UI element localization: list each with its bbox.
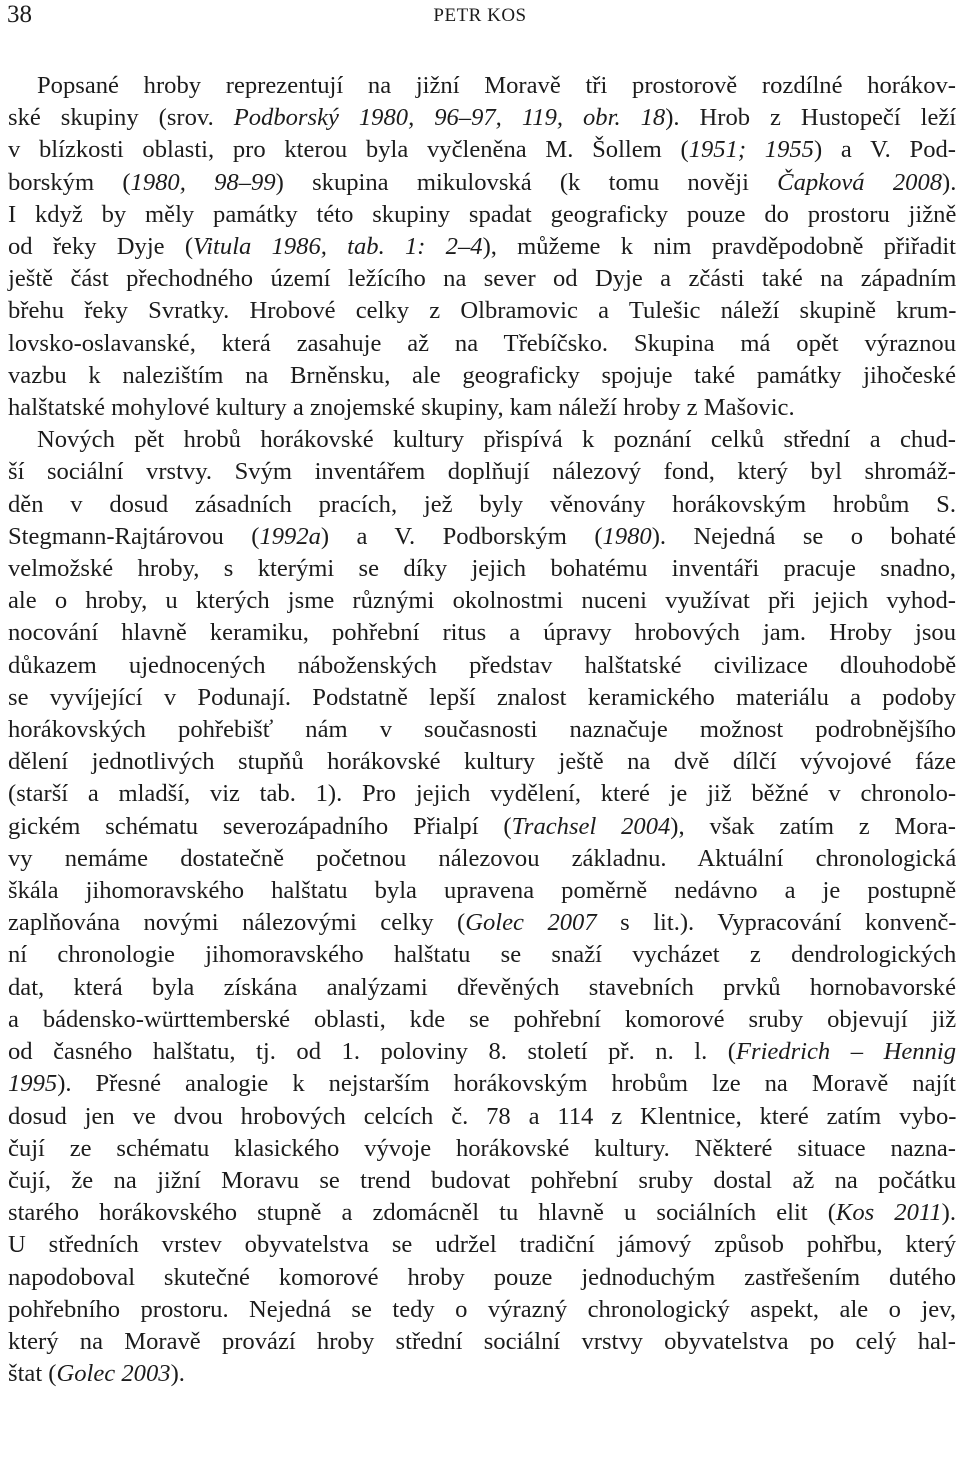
- citation-italic: 1992a: [259, 522, 321, 550]
- text-run: Nových pět hrobů horákovské kultury přispívá k poznání celků střední a chud-: [37, 426, 956, 454]
- text-run: ). Přesné analogie k nejstarším horákovským hrobům lze na Moravě najít: [57, 1070, 956, 1098]
- text-run: pohřebního prostoru. Nejedná se tedy o výrazný chronologický aspekt, ale o jev,: [8, 1295, 956, 1323]
- text-line: [8, 746, 956, 778]
- text-run: vazbu k nalezištím na Brněnsku, ale geograficky spojuje také památky jihočeské: [8, 361, 956, 389]
- text-run: důkazem ujednocených náboženských představ halštatské civilizace dlouhodobě: [8, 651, 957, 679]
- text-line: [8, 1229, 956, 1261]
- text-run: napodoboval skutečné komorové hroby pouze jednoduchým zastřešením dutého: [8, 1263, 956, 1291]
- text-line: [8, 907, 956, 939]
- citation-italic: Trachsel 2004: [511, 812, 671, 840]
- text-line: [8, 263, 956, 295]
- text-line: [8, 843, 956, 875]
- text-run: (starší a mladší, viz tab. 1). Pro jejich vydělení, které je již běžné v chronolo-: [8, 780, 957, 808]
- text-run: gickém schématu severozápadního Přialpí (: [8, 812, 512, 840]
- text-line: [8, 392, 956, 424]
- text-run: ské skupiny (srov.: [8, 104, 234, 132]
- text-run: ), můžeme k nim pravděpodobně přiřadit: [482, 233, 956, 261]
- text-line: [8, 617, 956, 649]
- text-run: starého horákovského stupně a zdomácněl tu hlavně u sociálních elit (: [8, 1199, 836, 1227]
- body-text: [8, 70, 956, 1390]
- text-run: od řeky Dyje (: [8, 233, 194, 261]
- text-run: I když by měly památky této skupiny spadat geograficky pouze do prostoru jižně: [8, 200, 957, 228]
- text-line: [8, 424, 956, 456]
- text-line: [8, 1197, 956, 1229]
- text-run: ) skupina mikulovská (k tomu nověji: [275, 168, 778, 196]
- text-run: ) a V. Pod-: [813, 136, 956, 164]
- text-line: [8, 650, 956, 682]
- text-run: dat, která byla získána analýzami dřevěných stavebních prvků hornobavorské: [8, 973, 956, 1001]
- citation-italic: Podborský 1980, 96–97, 119, obr. 18: [233, 104, 666, 132]
- text-run: Popsané hroby reprezentují na jižní Moravě tři prostorově rozdílné horákov-: [37, 72, 956, 99]
- text-run: děn v dosud zásadních pracích, jež byly věnovány horákovským hrobům S.: [8, 490, 956, 518]
- citation-italic: Golec 2003: [56, 1360, 171, 1388]
- text-line: [8, 682, 956, 714]
- text-run: ale o hroby, u kterých jsme různými okolnostmi nuceni využívat při jejich vyhod-: [8, 587, 956, 615]
- text-run: ještě část přechodného území ležícího na sever od Dyje a zčásti také na západním: [8, 265, 957, 293]
- citation-italic: Golec 2007: [465, 909, 597, 937]
- text-run: horákovských pohřebišť nám v současnosti naznačuje možnost podrobnějšího: [8, 716, 956, 744]
- text-run: škála jihomoravského halštatu byla upravena poměrně nedávno a je postupně: [8, 877, 957, 905]
- text-run: ší sociální vrstvy. Svým inventářem doplňují nálezový fond, který byl shromáž-: [8, 458, 956, 486]
- text-line: [8, 1068, 956, 1100]
- text-line: [8, 1133, 956, 1165]
- text-run: v blízkosti oblasti, pro kterou byla vyčleněna M. Šollem (: [8, 136, 689, 164]
- text-run: s lit.). Vypracování konvenč-: [596, 909, 957, 937]
- text-line: [8, 70, 956, 102]
- text-run: dělení jednotlivých stupňů horákovské kultury ještě na dvě dílčí vývojové fáze: [8, 748, 956, 776]
- text-run: U středních vrstev obyvatelstva se udržel tradiční jámový způsob pohřbu, který: [8, 1231, 956, 1259]
- text-run: ) a V. Podborským (: [320, 522, 603, 550]
- text-run: ), však zatím z Mora-: [670, 812, 956, 840]
- text-run: čují, že na jižní Moravu se trend budovat pohřební sruby dostal až na počátku: [8, 1166, 956, 1194]
- running-head: PETR KOS: [433, 5, 527, 26]
- text-line: [8, 778, 956, 810]
- text-line: [8, 553, 956, 585]
- citation-italic: Vitula 1986, tab. 1: 2–4: [193, 233, 483, 261]
- text-run: zaplňována novými nálezovými celky (: [8, 909, 466, 937]
- text-line: [8, 1165, 956, 1197]
- citation-italic: Čapková 2008: [777, 168, 943, 196]
- text-run: a bádensko-württemberské oblasti, kde se pohřební komorové sruby objevují již: [8, 1005, 957, 1033]
- text-line: [8, 134, 956, 166]
- paragraph: [8, 424, 956, 1390]
- text-line: [8, 456, 956, 488]
- text-run: který na Moravě provází hroby střední sociální vrstvy obyvatelstva po celý hal-: [8, 1327, 956, 1355]
- text-run: ).: [941, 1199, 956, 1227]
- text-run: břehu řeky Svratky. Hrobové celky z Olbramovic a Tulešic náleží skupině krum-: [8, 297, 957, 325]
- text-line: [8, 295, 956, 327]
- citation-italic: 1980: [602, 522, 652, 550]
- text-run: ). Hrob z Hustopečí leží: [665, 104, 957, 132]
- text-run: štat (: [8, 1360, 57, 1388]
- text-line: [8, 972, 956, 1004]
- text-run: ní chronologie jihomoravského halštatu se snaží vycházet z dendrologických: [8, 941, 957, 969]
- text-line: [8, 1294, 956, 1326]
- citation-italic: Kos 2011: [835, 1199, 942, 1227]
- text-line: [8, 167, 956, 199]
- text-line: [8, 939, 956, 971]
- text-run: Stegmann-Rajtárovou (: [8, 522, 260, 550]
- text-line: [8, 1101, 956, 1133]
- text-line: [8, 199, 956, 231]
- text-run: borským (: [8, 168, 131, 196]
- text-run: ).: [170, 1360, 185, 1388]
- citation-italic: 1980, 98–99: [130, 168, 276, 196]
- citation-italic: 1995: [8, 1070, 58, 1098]
- citation-italic: 1951; 1955: [688, 136, 814, 164]
- paragraph: [8, 70, 956, 424]
- text-run: velmožské hroby, s kterými se díky jejich bohatému inventáři pracuje snadno,: [8, 555, 957, 583]
- text-line: [8, 1326, 956, 1358]
- text-line: [8, 714, 956, 746]
- text-line: [8, 1036, 956, 1068]
- text-line: [8, 585, 956, 617]
- text-line: [8, 360, 956, 392]
- text-run: lovsko-oslavanské, která zasahuje až na Třebíčsko. Skupina má opět výraznou: [8, 329, 956, 357]
- text-run: ).: [942, 168, 957, 196]
- text-line: [8, 1004, 956, 1036]
- text-run: vy nemáme dostatečně početnou nálezovou základnu. Aktuální chronologická: [8, 844, 957, 872]
- text-run: nocování hlavně keramiku, pohřební ritus a úpravy hrobových jam. Hroby jsou: [8, 619, 956, 647]
- text-line: [8, 328, 956, 360]
- text-line: [8, 231, 956, 263]
- text-line: [8, 1358, 956, 1390]
- text-run: čují ze schématu klasického vývoje horákovské kultury. Některé situace nazna-: [8, 1134, 956, 1162]
- text-line: [8, 521, 956, 553]
- text-line: [8, 489, 956, 521]
- text-line: [8, 102, 956, 134]
- text-run: dosud jen ve dvou hrobových celcích č. 78 a 114 z Klentnice, které zatím vybo-: [8, 1102, 957, 1130]
- text-run: od časného halštatu, tj. od 1. poloviny 8. století př. n. l. (: [8, 1038, 736, 1066]
- page-header: [0, 0, 960, 34]
- text-run: halštatské mohylové kultury a znojemské skupiny, kam náleží hroby z Mašovic.: [8, 394, 795, 422]
- citation-italic: Friedrich – Hennig: [735, 1038, 956, 1066]
- text-run: se vyvíjející v Podunají. Podstatně lepší znalost keramického materiálu a podoby: [8, 683, 957, 711]
- text-line: [8, 875, 956, 907]
- text-line: [8, 1262, 956, 1294]
- page-number: 38: [7, 1, 32, 28]
- text-line: [8, 811, 956, 843]
- text-run: ). Nejedná se o bohaté: [651, 522, 956, 550]
